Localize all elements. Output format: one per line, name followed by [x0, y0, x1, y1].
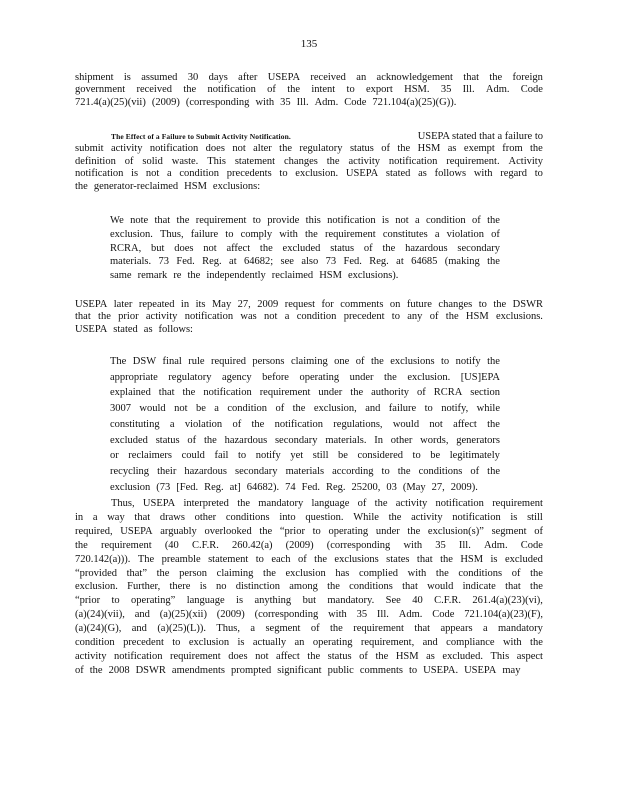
block-quote [110, 215, 500, 283]
text-line: condition precedent to exclusion is actually an operating requirement, and compliance with the [75, 637, 543, 649]
text-line: exclusion. Thus, failure to comply with the requirement constitutes a violation of [110, 228, 500, 240]
text-line: We note that the requirement to provide this notification is not a condition of the [110, 215, 500, 226]
text-line: same remark re the independently reclaimed HSM exclusions). [110, 270, 399, 282]
text-line: submit activity notification does not alter the regulatory status of the HSM as exempt from the [75, 143, 543, 155]
text-line: or reclaimers could fail to notify yet still be considered to be legitimately [110, 450, 500, 462]
text-line: The DSW final rule required persons claiming one of the exclusions to notify the [110, 356, 500, 367]
text-line: required, USEPA arguably overlooked the “prior to operating under the exclusion(s)” segment of [75, 525, 543, 537]
text-line: appropriate regulatory agency before operating under the exclusion. [US]EPA [110, 371, 500, 383]
text-line: excluded status of the hazardous secondary materials. In other words, generators [110, 434, 500, 446]
text-line: activity notification requirement does not affect the status of the HSM as excluded. This aspect [75, 650, 543, 662]
text-line: in a way that draws other conditions into question. While the activity notification is still [75, 511, 543, 523]
text-line: 720.142(a))). The preamble statement to each of the exclusions states that the HSM is excluded [75, 553, 543, 565]
text-line: government received the notification of the intent to export HSM. 35 Ill. Adm. Code [75, 84, 543, 96]
text-line: notification is not a condition precedents to exclusion. USEPA stated as follows with regard to [75, 168, 543, 180]
text-line: “provided that” the person claiming the exclusion has complied with the conditions of the [75, 567, 543, 579]
text-line: Thus, USEPA interpreted the mandatory language of the activity notification requirement [111, 498, 543, 509]
paragraph-continuation [75, 72, 543, 109]
text-line: USEPA later repeated in its May 27, 2009 request for comments on future changes to the DSWR [75, 299, 543, 310]
text-line: exclusion. Further, there is no distinction among the conditions that would indicate that the [75, 581, 543, 593]
text-line: 3007 would not be a condition of the exclusion, and failure to notify, while [110, 403, 500, 415]
text-line: that the prior activity notification was not a condition precedent to any of the HSM exclusions. [75, 311, 543, 323]
block-quote [110, 356, 500, 494]
paragraph-notification-effect [75, 131, 543, 193]
paragraph-first-line [75, 131, 543, 143]
text-line: USEPA stated as follows: [75, 323, 193, 335]
text-line: explained that the notification requirement under the authority of RCRA section [110, 387, 500, 399]
text-line: USEPA stated that a failure to [417, 131, 543, 142]
text-line: materials. 73 Fed. Reg. at 64682; see also 73 Fed. Reg. at 64685 (making the [110, 256, 500, 268]
text-line: of the 2008 DSWR amendments prompted significant public comments to USEPA. USEPA may [75, 664, 521, 676]
text-line: RCRA, but does not affect the excluded status of the hazardous secondary [110, 242, 500, 254]
text-line: “prior to operating” language is anything but mandatory. See 40 C.F.R. 261.4(a)(23)(vi), [75, 595, 543, 607]
text-line: (a)(24)(vii), and (a)(25)(xii) (2009) (corresponding with 35 Ill. Adm. Code 721.104(a)(23)(F), [75, 609, 543, 621]
paragraph-later-repeated [75, 299, 543, 336]
paragraph-interpretation [75, 498, 543, 677]
text-line: shipment is assumed 30 days after USEPA received an acknowledgement that the foreign [75, 72, 543, 83]
page-number: 135 [300, 38, 318, 50]
text-line: exclusion (73 [Fed. Reg. at] 64682). 74 Fed. Reg. 25200, 03 (May 27, 2009). [110, 481, 478, 493]
text-line: constituting a violation of the notification regulations, would not affect the [110, 418, 500, 430]
section-heading: The Effect of a Failure to Submit Activity Notification. [111, 132, 291, 141]
text-line: definition of solid waste. This statement changes the activity notification requirement. Activity [75, 155, 543, 167]
text-line: the generator-reclaimed HSM exclusions: [75, 180, 261, 192]
text-line: (a)(24)(G), and (a)(25)(L)). Thus, a segment of the requirement that appears a mandatory [75, 623, 543, 635]
text-line: 721.4(a)(25)(vii) (2009) (corresponding with 35 Ill. Adm. Code 721.104(a)(25)(G)). [75, 96, 457, 108]
text-line: the requirement (40 C.F.R. 260.42(a) (2009) (corresponding with 35 Ill. Adm. Code [75, 539, 543, 551]
text-line: recycling their hazardous secondary materials according to the conditions of the [110, 465, 500, 477]
